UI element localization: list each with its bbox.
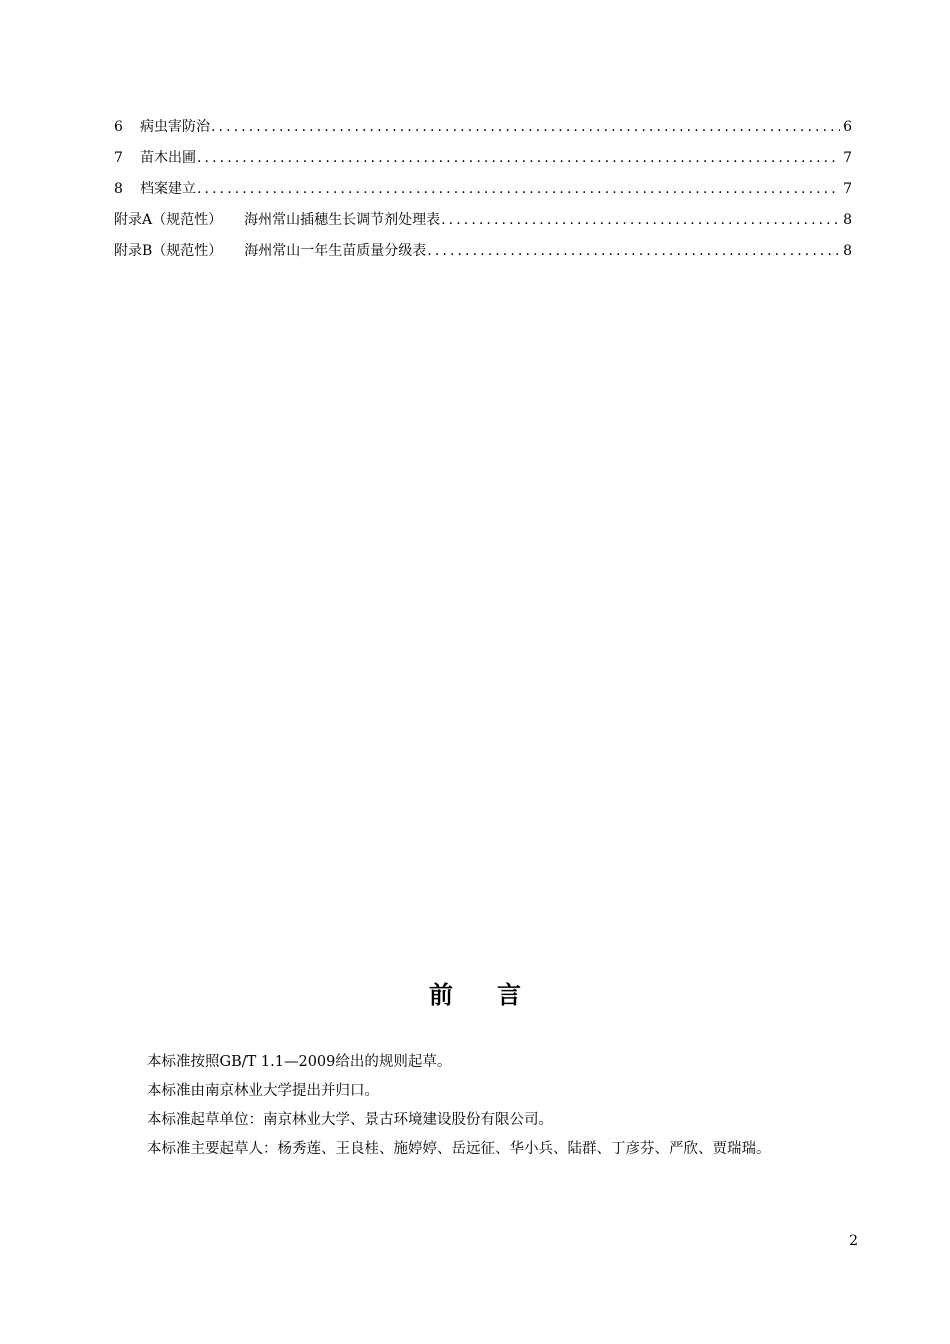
toc-dot-leader [197, 147, 840, 169]
foreword-body [147, 1048, 857, 1164]
foreword-paragraph: 本标准按照GB/T 1.1—2009给出的规则起草。 [147, 1054, 452, 1070]
toc-entry-title: 病虫害防治 [140, 119, 210, 135]
toc-appendix-entry[interactable] [114, 240, 852, 271]
toc-entry[interactable] [114, 116, 852, 147]
toc-dot-leader [211, 116, 840, 138]
toc-dot-leader [427, 240, 840, 262]
page-number: 2 [849, 1233, 858, 1249]
foreword-paragraph: 本标准由南京林业大学提出并归口。 [147, 1083, 379, 1099]
foreword-paragraph: 本标准主要起草人：杨秀莲、王良桂、施婷婷、岳远征、华小兵、陆群、丁彦芬、严欣、贾瑞瑞。 [147, 1141, 771, 1157]
foreword-heading: 前言 [429, 981, 565, 1009]
toc-entry-number: 8 [114, 181, 123, 197]
toc-entry-number: 7 [114, 150, 123, 166]
toc-appendix-label: 附录B（规范性） [114, 243, 223, 259]
toc-entry[interactable] [114, 178, 852, 209]
toc-appendix-page: 8 [843, 243, 852, 259]
toc-appendix-page: 8 [843, 212, 852, 228]
toc-entry-title: 苗木出圃 [140, 150, 196, 166]
toc-appendix-title: 海州常山插穗生长调节剂处理表 [244, 212, 441, 228]
toc-appendix-label: 附录A（规范性） [114, 212, 223, 228]
toc-dot-leader [197, 178, 840, 200]
toc-entry-number: 6 [114, 119, 123, 135]
toc-entry-page: 7 [843, 181, 852, 197]
toc-appendix-title: 海州常山一年生苗质量分级表 [244, 243, 427, 259]
table-of-contents [114, 116, 852, 271]
foreword-paragraph: 本标准起草单位：南京林业大学、景古环境建设股份有限公司。 [147, 1112, 553, 1128]
toc-entry-title: 档案建立 [140, 181, 196, 197]
toc-appendix-entry[interactable] [114, 209, 852, 240]
toc-dot-leader [441, 209, 840, 231]
toc-entry-page: 6 [843, 119, 852, 135]
toc-entry-page: 7 [843, 150, 852, 166]
toc-entry[interactable] [114, 147, 852, 178]
